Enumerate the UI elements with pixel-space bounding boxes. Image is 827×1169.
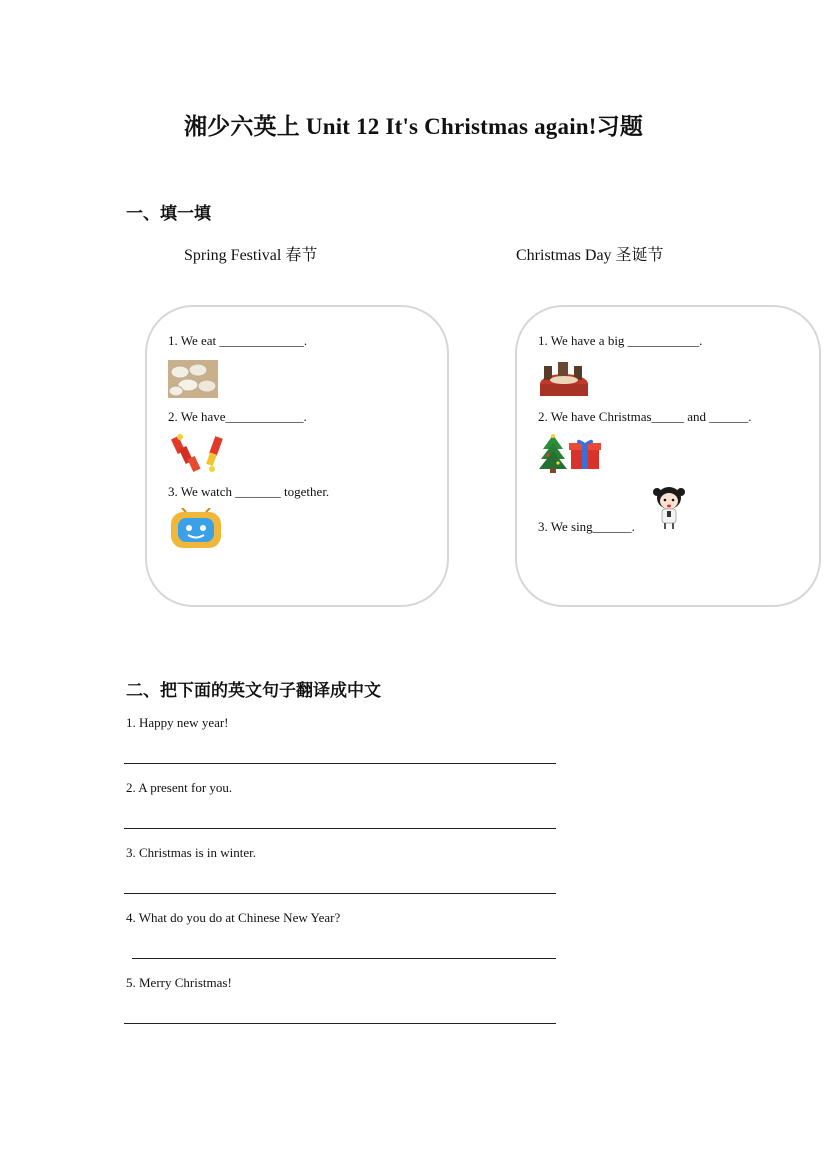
answer-line-1[interactable] [124,763,556,764]
christmas-tree-icon [538,433,568,473]
answer-line-3[interactable] [124,893,556,894]
dumplings-icon [168,360,218,398]
translate-item-1: 1. Happy new year! [126,715,229,730]
christmas-item-3: 3. We sing______. [538,519,635,534]
translate-item-2: 2. A present for you. [126,780,233,795]
answer-line-4[interactable] [132,958,556,959]
dinner-table-icon [538,360,590,398]
singing-girl-icon [652,484,686,530]
translate-item-4: 4. What do you do at Chinese New Year? [126,910,341,925]
translate-item-5: 5. Merry Christmas! [126,975,232,990]
tv-icon [168,508,224,552]
christmas-item-1: 1. We have a big ___________. [538,333,703,348]
gift-box-icon [569,437,601,471]
section2-heading: 二、把下面的英文句子翻译成中文 [126,681,381,700]
spring-item-3: 3. We watch _______ together. [168,484,330,499]
christmas-item-2: 2. We have Christmas_____ and ______. [538,409,752,424]
answer-line-5[interactable] [124,1023,556,1024]
page-title: 湘少六英上 Unit 12 It's Christmas again!习题 [183,114,644,139]
spring-festival-header: Spring Festival 春节 [184,247,318,264]
spring-item-2: 2. We have____________. [168,409,307,424]
spring-item-1: 1. We eat _____________. [168,333,308,348]
section1-heading: 一、填一填 [126,204,211,223]
christmas-day-header: Christmas Day 圣诞节 [516,247,664,264]
firecrackers-icon [168,433,230,475]
answer-line-2[interactable] [124,828,556,829]
translate-item-3: 3. Christmas is in winter. [126,845,256,860]
